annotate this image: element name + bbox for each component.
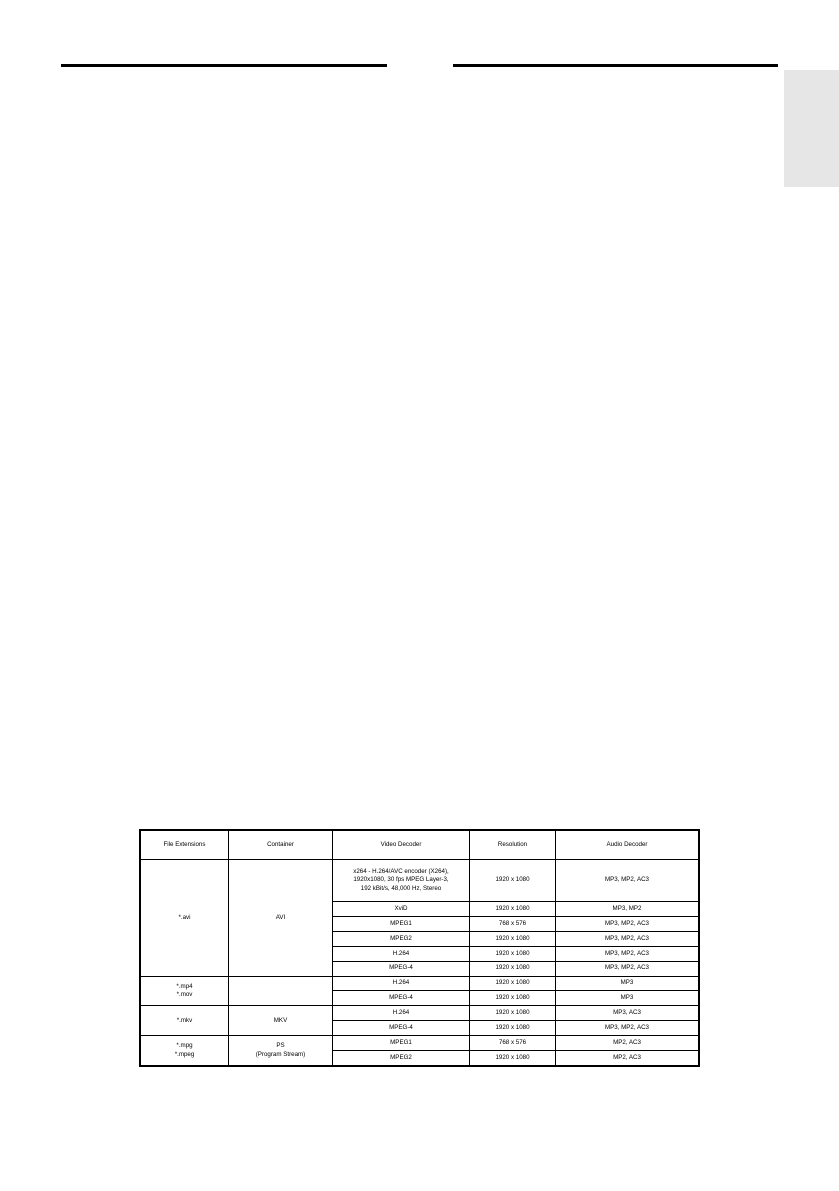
container-cell: AVI xyxy=(229,860,333,977)
audio-decoder-cell: MP3 xyxy=(556,991,699,1006)
audio-decoder-cell: MP3, MP2, AC3 xyxy=(556,961,699,976)
video-decoder-cell: MPEG-4 xyxy=(333,961,470,976)
resolution-cell: 1920 x 1080 xyxy=(470,931,556,946)
column-rule-left xyxy=(61,64,387,67)
video-decoder-cell: H.264 xyxy=(333,946,470,961)
resolution-cell: 1920 x 1080 xyxy=(470,961,556,976)
container-cell: MKV xyxy=(229,1006,333,1036)
file-extension-cell: *.mp4 *.mov xyxy=(141,976,229,1006)
header-video-decoder: Video Decoder xyxy=(333,831,470,860)
resolution-cell: 1920 x 1080 xyxy=(470,946,556,961)
resolution-cell: 1920 x 1080 xyxy=(470,860,556,902)
header-resolution: Resolution xyxy=(470,831,556,860)
resolution-cell: 1920 x 1080 xyxy=(470,902,556,917)
container-cell xyxy=(229,976,333,1006)
file-extension-cell: *.mpg *.mpeg xyxy=(141,1036,229,1066)
audio-decoder-cell: MP3, MP2, AC3 xyxy=(556,1021,699,1036)
file-format-table-container xyxy=(139,829,700,1067)
audio-decoder-cell: MP3, MP2, AC3 xyxy=(556,860,699,902)
resolution-cell: 1920 x 1080 xyxy=(470,976,556,991)
table-row xyxy=(141,976,699,991)
video-decoder-cell: MPEG-4 xyxy=(333,991,470,1006)
file-extension-cell: *.mkv xyxy=(141,1006,229,1036)
resolution-cell: 768 x 576 xyxy=(470,1036,556,1051)
video-decoder-cell: MPEG1 xyxy=(333,917,470,932)
video-decoder-cell: MPEG1 xyxy=(333,1036,470,1051)
table-row xyxy=(141,1036,699,1051)
table-row xyxy=(141,1006,699,1021)
header-file-extensions: File Extensions xyxy=(141,831,229,860)
audio-decoder-cell: MP3, AC3 xyxy=(556,1006,699,1021)
resolution-cell: 768 x 576 xyxy=(470,917,556,932)
resolution-cell: 1920 x 1080 xyxy=(470,991,556,1006)
container-cell: PS (Program Stream) xyxy=(229,1036,333,1066)
audio-decoder-cell: MP2, AC3 xyxy=(556,1036,699,1051)
header-container: Container xyxy=(229,831,333,860)
video-decoder-cell: XviD xyxy=(333,902,470,917)
video-decoder-cell: H.264 xyxy=(333,976,470,991)
video-decoder-cell: x264 - H.264/AVC encoder (X264), 1920x1080, 30 fps MPEG Layer-3, 192 kBit/s, 48,000 Hz, Stereo xyxy=(333,860,470,902)
resolution-cell: 1920 x 1080 xyxy=(470,1006,556,1021)
table-row xyxy=(141,860,699,902)
section-side-tab xyxy=(784,70,839,187)
audio-decoder-cell: MP3, MP2, AC3 xyxy=(556,946,699,961)
header-audio-decoder: Audio Decoder xyxy=(556,831,699,860)
audio-decoder-cell: MP3, MP2 xyxy=(556,902,699,917)
video-decoder-cell: MPEG2 xyxy=(333,931,470,946)
video-decoder-cell: H.264 xyxy=(333,1006,470,1021)
video-decoder-cell: MPEG-4 xyxy=(333,1021,470,1036)
audio-decoder-cell: MP3, MP2, AC3 xyxy=(556,917,699,932)
audio-decoder-cell: MP3, MP2, AC3 xyxy=(556,931,699,946)
column-rule-right xyxy=(453,64,778,67)
file-extension-cell: *.avi xyxy=(141,860,229,977)
table-header-row xyxy=(141,831,699,860)
audio-decoder-cell: MP3 xyxy=(556,976,699,991)
resolution-cell: 1920 x 1080 xyxy=(470,1021,556,1036)
audio-decoder-cell: MP2, AC3 xyxy=(556,1051,699,1066)
file-format-table xyxy=(140,830,699,1066)
resolution-cell: 1920 x 1080 xyxy=(470,1051,556,1066)
video-decoder-cell: MPEG2 xyxy=(333,1051,470,1066)
